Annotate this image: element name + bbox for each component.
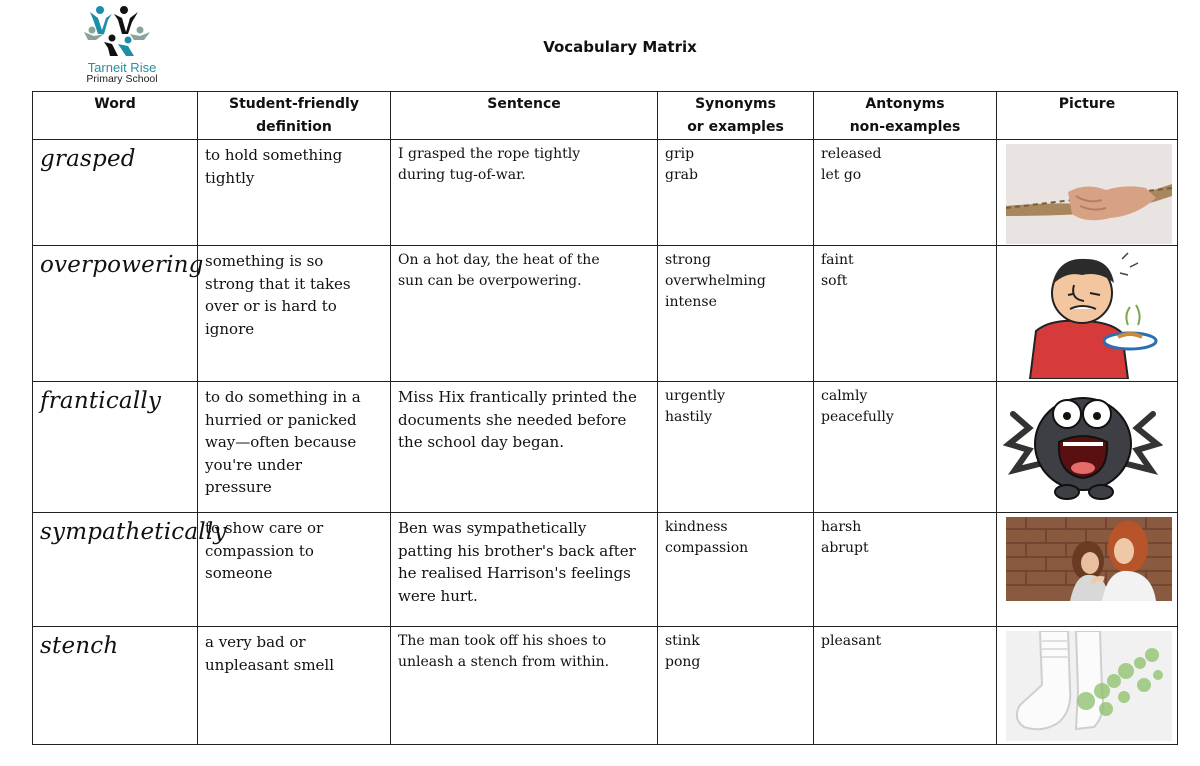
word-cell: overpowering [33,246,198,382]
picture-cell [997,382,1178,513]
smelly-socks-icon [1006,631,1172,741]
synonyms-cell: kindness compassion [658,513,814,627]
word-cell: stench [33,627,198,745]
table-row [33,246,1178,382]
sentence-cell: Miss Hix frantically printed the documents she needed before the school day began. [391,382,658,513]
picture-cell [997,246,1178,382]
antonyms-cell: calmly peacefully [814,382,997,513]
document-title: Vocabulary Matrix [543,38,697,56]
definition-cell: a very bad or unpleasant smell [198,627,391,745]
antonyms-cell: faint soft [814,246,997,382]
definition-cell: to hold something tightly [198,140,391,246]
picture-cell [997,627,1178,745]
table-row [33,382,1178,513]
school-subtitle: Primary School [86,73,158,85]
school-logo [74,4,170,84]
header-picture: Picture [997,92,1178,140]
hands-gripping-rope-icon [1006,144,1172,244]
header-synonyms: Synonyms or examples [658,92,814,140]
sentence-cell: On a hot day, the heat of the sun can be overpowering. [391,246,658,382]
sentence-cell: I grasped the rope tightly during tug-of-war. [391,140,658,246]
school-logo-figures-icon [82,4,152,60]
table-row [33,513,1178,627]
word-cell: sympathetically [33,513,198,627]
antonyms-cell: harsh abrupt [814,513,997,627]
antonyms-cell: released let go [814,140,997,246]
antonyms-cell: pleasant [814,627,997,745]
sentence-cell: The man took off his shoes to unleash a stench from within. [391,627,658,745]
word-cell: grasped [33,140,198,246]
table-header-row [33,92,1178,140]
girls-comforting-icon [1006,517,1172,601]
header-word: Word [33,92,198,140]
school-name: Tarneit Rise [87,60,157,75]
definition-cell: something is so strong that it takes over or is hard to ignore [198,246,391,382]
word-cell: frantically [33,382,198,513]
definition-cell: to show care or compassion to someone [198,513,391,627]
header-antonyms: Antonyms non-examples [814,92,997,140]
boy-holding-nose-icon [1010,249,1170,379]
picture-cell [997,140,1178,246]
synonyms-cell: stink pong [658,627,814,745]
vocabulary-table [32,91,1178,745]
table-row [33,140,1178,246]
header-sentence: Sentence [391,92,658,140]
table-row [33,627,1178,745]
picture-cell [997,513,1178,627]
definition-cell: to do something in a hurried or panicked way—often because you're under pressure [198,382,391,513]
header-definition: Student-friendly definition [198,92,391,140]
sentence-cell: Ben was sympathetically patting his brother's back after he realised Harrison's feelings were hurt. [391,513,658,627]
synonyms-cell: urgently hastily [658,382,814,513]
synonyms-cell: grip grab [658,140,814,246]
panicked-creature-icon [1003,384,1163,504]
synonyms-cell: strong overwhelming intense [658,246,814,382]
